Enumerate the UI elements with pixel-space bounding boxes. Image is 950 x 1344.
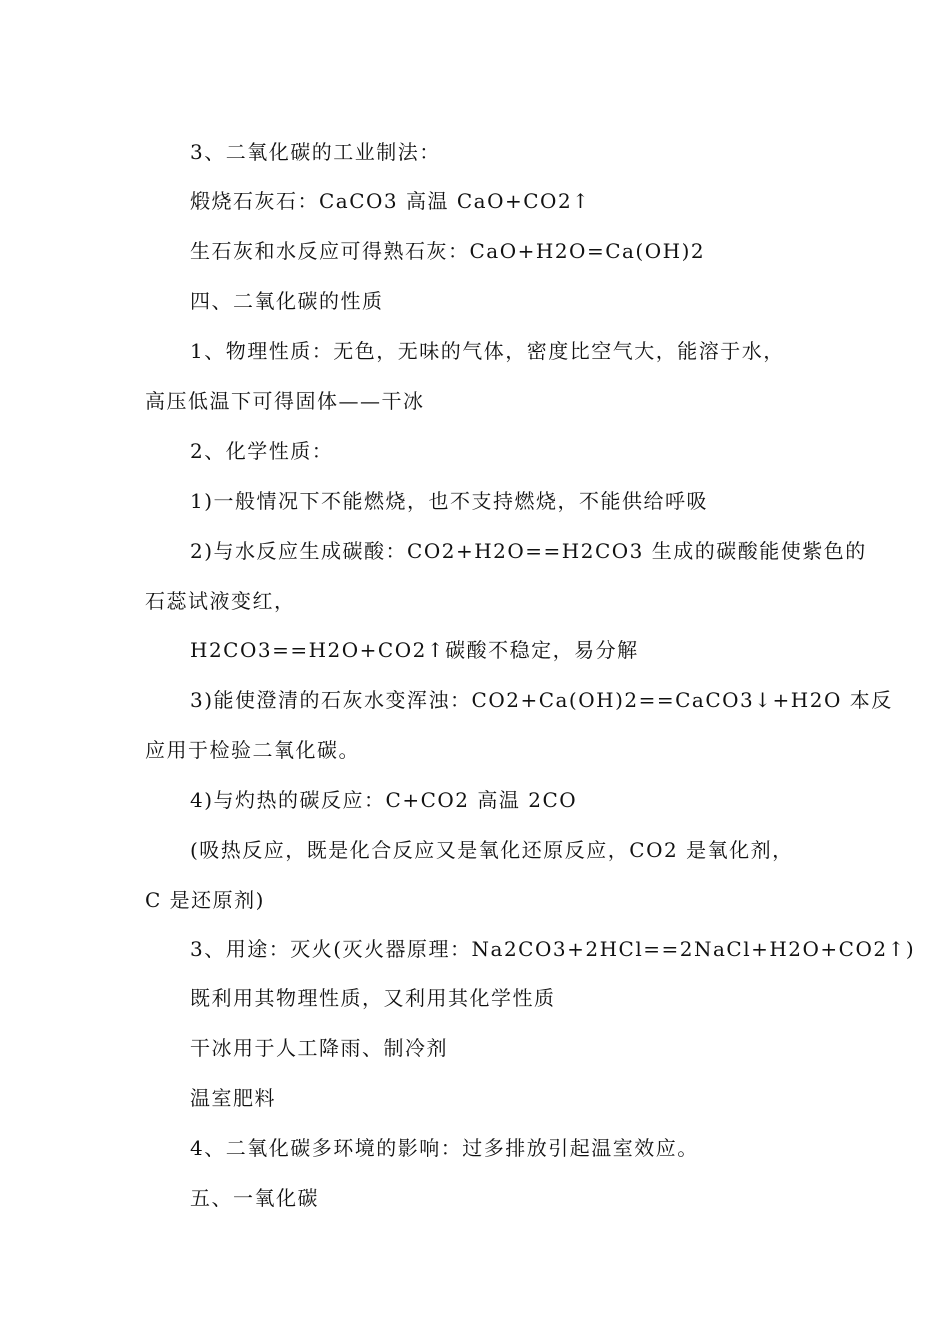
text-line: 2、化学性质：: [190, 439, 334, 463]
section-heading: 四、二氧化碳的性质: [190, 289, 384, 313]
text-line: 4)与灼热的碳反应：C+CO2 高温 2CO: [190, 788, 578, 812]
text-line: (吸热反应，既是化合反应又是氧化还原反应，CO2 是氧化剂，: [190, 838, 794, 862]
text-line: 既利用其物理性质，又利用其化学性质: [190, 986, 556, 1010]
text-line: 2)与水反应生成碳酸：CO2+H2O==H2CO3 生成的碳酸能使紫色的: [190, 539, 867, 563]
text-line: 干冰用于人工降雨、制冷剂: [190, 1036, 448, 1060]
text-line: 温室肥料: [190, 1086, 276, 1110]
text-line: C 是还原剂): [145, 888, 265, 912]
section-heading: 五、一氧化碳: [190, 1186, 319, 1210]
text-line: 3、二氧化碳的工业制法：: [190, 140, 441, 164]
text-line: H2CO3==H2O+CO2↑碳酸不稳定，易分解: [190, 638, 639, 662]
text-line: 生石灰和水反应可得熟石灰：CaO+H2O=Ca(OH)2: [190, 239, 706, 263]
text-line: 石蕊试液变红，: [145, 589, 296, 613]
text-line: 3)能使澄清的石灰水变浑浊：CO2+Ca(OH)2==CaCO3↓+H2O 本反: [190, 688, 893, 712]
text-line: 高压低温下可得固体——干冰: [145, 389, 425, 413]
text-line: 4、二氧化碳多环境的影响：过多排放引起温室效应。: [190, 1136, 699, 1160]
text-line: 应用于检验二氧化碳。: [145, 738, 360, 762]
text-line: 煅烧石灰石：CaCO3 高温 CaO+CO2↑: [190, 189, 591, 213]
text-line: 1)一般情况下不能燃烧，也不支持燃烧，不能供给呼吸: [190, 489, 709, 513]
text-line: 1、物理性质：无色，无味的气体，密度比空气大，能溶于水，: [190, 339, 785, 363]
text-line: 3、用途：灭火(灭火器原理：Na2CO3+2HCl==2NaCl+H2O+CO2↑): [190, 937, 916, 961]
